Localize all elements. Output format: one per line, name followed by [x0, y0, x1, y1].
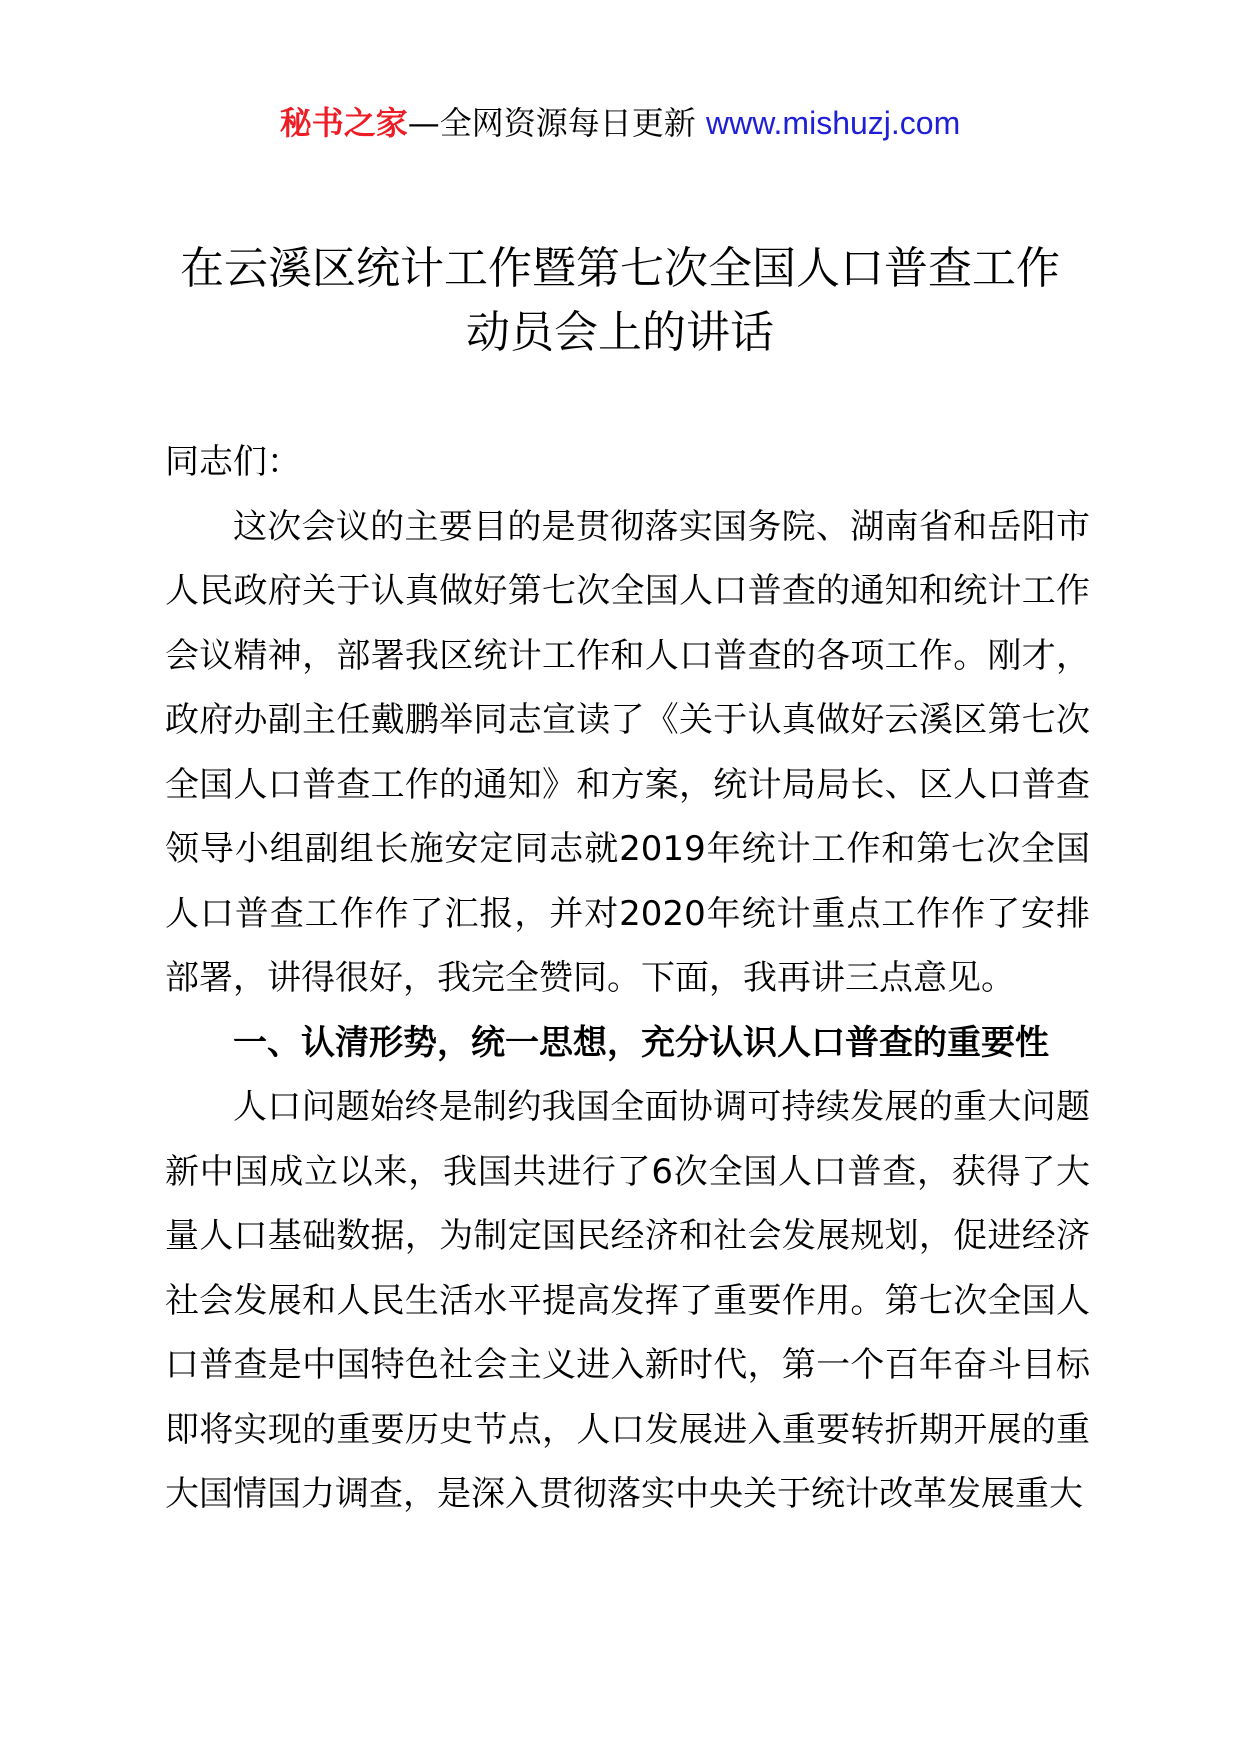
site-url-link[interactable]: www.mishuzj.com	[705, 105, 961, 141]
section-1-heading: 一、认清形势，统一思想，充分认识人口普查的重要性	[233, 1022, 1049, 1063]
document-title	[160, 237, 1080, 365]
paragraph-1: 这次会议的主要目的是贯彻落实国务院、湖南省和岳阳市人民政府关于认真做好第七次全国人口普查的通知和统计工作会议精神，部署我区统计工作和人口普查的各项工作。刚才，政府办副主任戴鹏举同志宣读了《关于认真做好云溪区第七次全国人口普查工作的通知》和方案，统计局局长、区人口普查领导小组副组长施安定同志就2019年统计工作和第七次全国人口普查工作作了汇报，并对2020年统计重点工作作了安排部署，讲得很好，我完全赞同。下面，我再讲三点意见。	[165, 506, 1090, 998]
site-tagline: —全网资源每日更新	[407, 104, 696, 142]
site-brand: 秘书之家	[279, 104, 408, 142]
title-line-1: 在云溪区统计工作暨第七次全国人口普查工作	[180, 243, 1060, 294]
paragraph-2: 人口问题始终是制约我国全面协调可持续发展的重大问题新中国成立以来，我国共进行了6次全国人口普查，获得了大量人口基础数据，为制定国民经济和社会发展规划，促进经济社会发展和人民生活水平提高发挥了重要作用。第七次全国人口普查是中国特色社会主义进入新时代，第一个百年奋斗目标即将实现的重要历史节点，人口发展进入重要转折期开展的重大国情国力调查，是深入贯彻落实中央关于统计改革发展重大	[165, 1087, 1090, 1514]
document-body	[165, 430, 1090, 1527]
title-line-2: 动员会上的讲话	[466, 307, 774, 358]
salutation: 同志们：	[165, 442, 301, 482]
site-header	[0, 100, 1240, 146]
